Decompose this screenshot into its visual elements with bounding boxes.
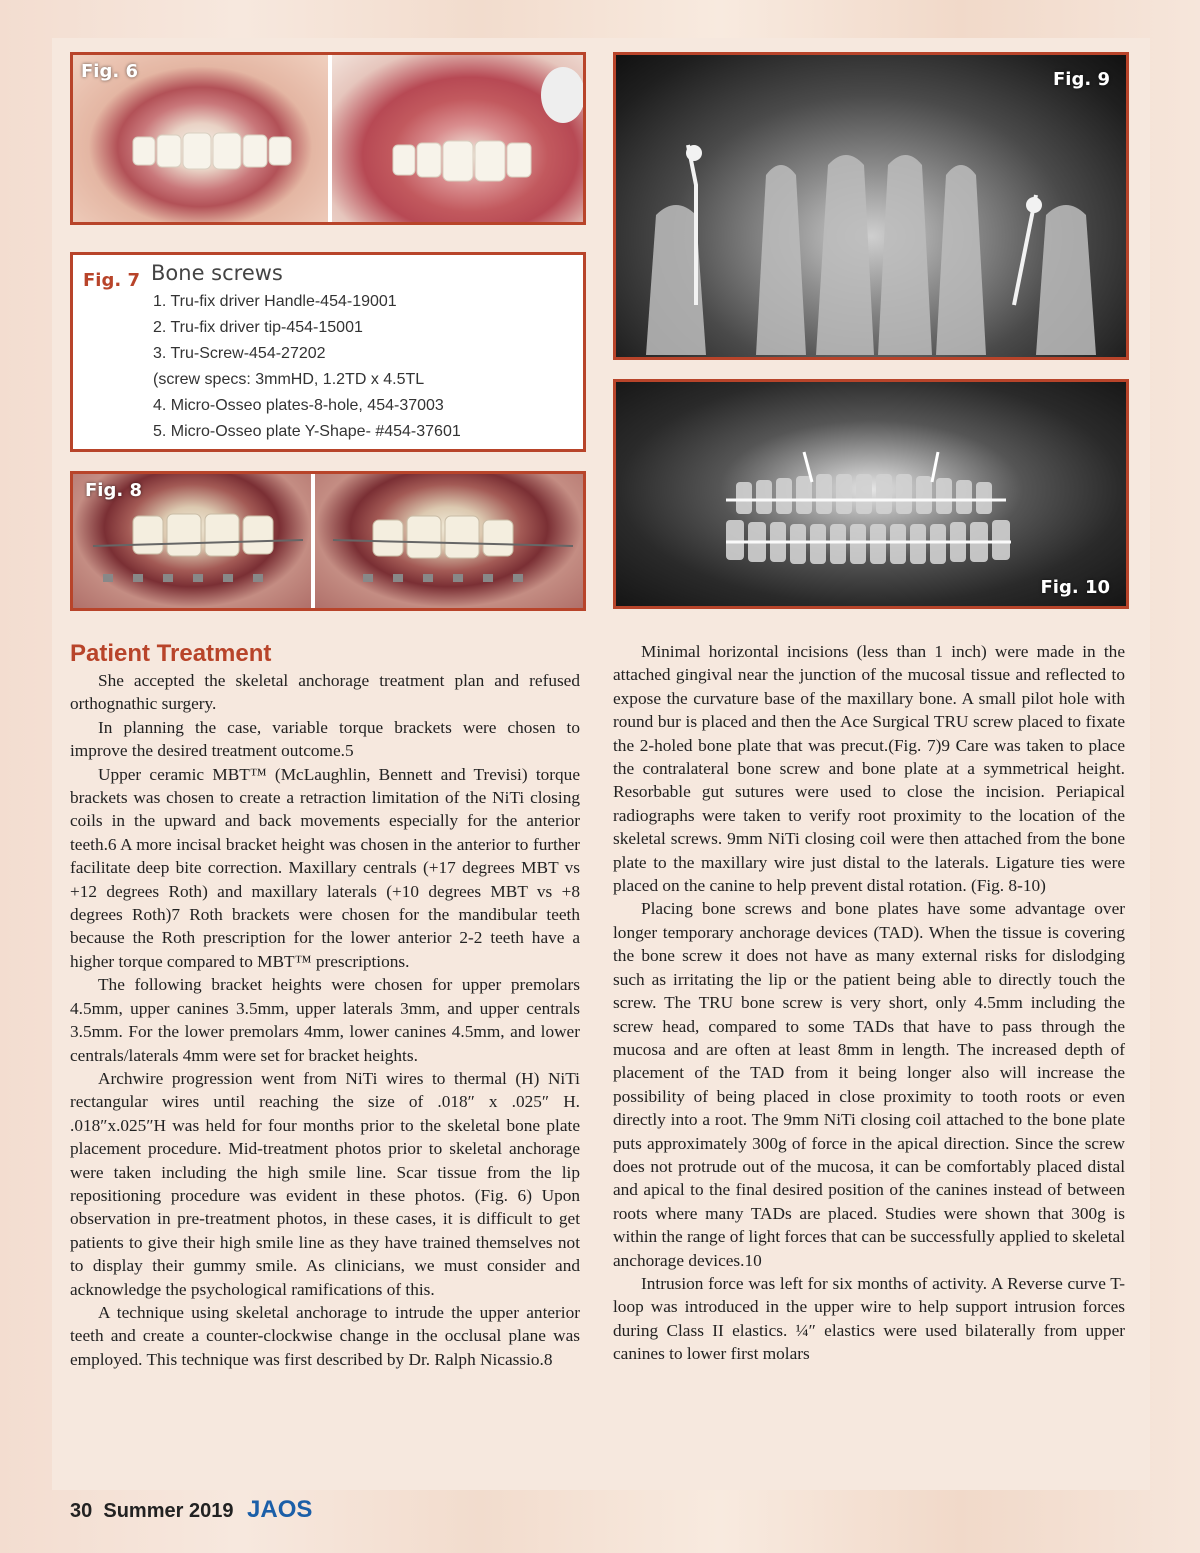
paragraph: Intrusion force was left for six months of activity. A Reverse curve T-loop was introduced in the upper wire to help support intrusion forces during Class II elastics. ¼″ elastics were used bilaterally from upper canines to lower first molars <box>613 1273 1125 1364</box>
figure-9-label: Fig. 9 <box>1053 69 1110 90</box>
journal-page <box>52 38 1150 1523</box>
figure-7-label: Fig. 7 <box>83 270 140 291</box>
bone-screw-item: 4. Micro-Osseo plates-8-hole, 454-37003 <box>153 397 444 414</box>
page-footer <box>70 1496 312 1524</box>
right-column <box>613 640 1125 1366</box>
bone-screw-item: 1. Tru-fix driver Handle-454-19001 <box>153 293 397 310</box>
paragraph: Placing bone screws and bone plates have some advantage over longer temporary anchorage devices (TAD). When the tissue is covering the bone screw it does not have as many external risks for dislodging such as irritating the lip or the patient being able to directly touch the screw. The TRU bone screw is very short, only 4.5mm including the screw head, compared to some TADs that have to pass through the mucosa and are often at least 8mm in length. The increased depth of placement of the TAD from it being longer also will increase the possibility of being placed in close proximity to tooth roots or even directly into a root. The 9mm NiTi closing coil attached to the bone plate puts approximately 300g of force in the apical direction. Since the screw does not protrude out of the mucosa, it can be comfortably placed distal and apical to the final desired position of the canines instead of between roots where many TADs are placed. Studies were shown that 300g is within the range of light forces that can be successfully applied to skeletal anchorage devices.10 <box>613 899 1125 1270</box>
left-column <box>70 669 580 1371</box>
figure-8-photo <box>70 471 586 611</box>
bone-screws-title: Bone screws <box>151 261 283 285</box>
paragraph: Archwire progression went from NiTi wires to thermal (H) NiTi rectangular wires until reaching the size of .018″ x .025″ H. .018″x.025″H was held for four months prior to the skeletal bone plate placement procedure. Mid-treatment photos prior to skeletal anchorage were taken including the high smile line. Scar tissue from the lip repositioning procedure was evident in these photos. (Fig. 6) Upon observation in pre-treatment photos, in these cases, it is difficult to get patients to give their high smile line as they have trained themselves not to display their gummy smile. As clinicians, we must consider and acknowledge the psychological ramifications of this. <box>70 1068 580 1299</box>
panoramic-xray-illustration <box>616 382 1126 606</box>
figure-9-radiograph <box>613 52 1129 360</box>
journal-name: JAOS <box>247 1496 313 1523</box>
figure-6-label: Fig. 6 <box>81 61 138 82</box>
paragraph: She accepted the skeletal anchorage treatment plan and refused orthognathic surgery. <box>70 671 580 714</box>
periapical-xray-illustration <box>616 55 1126 357</box>
page-number: 30 <box>70 1500 93 1522</box>
paragraph: The following bracket heights were chosen for upper premolars 4.5mm, upper canines 3.5mm, upper laterals 3mm, and upper centrals 3.5mm. For the lower premolars 4mm, lower canines 4.5mm, and lower centrals/laterals 4mm were set for bracket heights. <box>70 975 580 1065</box>
paragraph: Upper ceramic MBT™ (McLaughlin, Bennett and Trevisi) torque brackets was chosen to create a retraction limitation of the NiTi closing coils in the upward and back movements especially for the anterior teeth.6 A more incisal bracket height was chosen in the anterior to further facilitate deep bite correction. Maxillary centrals (+17 degrees MBT vs +12 degrees Roth) and maxillary laterals (+10 degrees MBT vs +8 degrees Roth)7 Roth brackets were chosen for the mandibular teeth because the Roth prescription for the lower anterior 2-2 teeth have a higher torque compared to MBT™ prescriptions. <box>70 764 580 971</box>
teeth-illustration <box>73 55 583 222</box>
bone-screw-item: 2. Tru-fix driver tip-454-15001 <box>153 319 363 336</box>
figure-8-label: Fig. 8 <box>85 480 142 501</box>
paragraph: A technique using skeletal anchorage to intrude the upper anterior teeth and create a counter-clockwise change in the occlusal plane was employed. This technique was first described by Dr. Ralph Nicassio.8 <box>70 1302 580 1369</box>
paragraph: Minimal horizontal incisions (less than 1 inch) were made in the attached gingival near the junction of the mucosal tissue and reflected to expose the curvature base of the maxillary bone. A small pilot hole with round bur is placed and then the Ace Surgical TRU screw placed to fixate the 2-holed bone plate that was precut.(Fig. 7)9 Care was taken to place the contralateral bone screw and bone plate at a symmetrical height. Resorbable gut sutures were used to close the incision. Periapical radiographs were taken to verify root proximity to the location of the skeletal screws. 9mm NiTi closing coil were then attached from the bone plate to the maxillary wire just distal to the laterals. Ligature ties were placed on the canine to help prevent distal rotation. (Fig. 8-10) <box>613 642 1125 896</box>
figure-6-photo <box>70 52 586 225</box>
figure-10-label: Fig. 10 <box>1040 577 1110 598</box>
bone-screw-item: 5. Micro-Osseo plate Y-Shape- #454-37601 <box>153 423 461 440</box>
section-heading: Patient Treatment <box>70 640 272 667</box>
issue-date: Summer 2019 <box>103 1500 234 1522</box>
braces-illustration <box>73 474 583 608</box>
figure-10-panoramic <box>613 379 1129 609</box>
figure-7-box <box>70 252 586 452</box>
paragraph: In planning the case, variable torque brackets were chosen to improve the desired treatment outcome.5 <box>70 717 580 761</box>
glove-shape <box>541 67 583 123</box>
bone-screw-item: (screw specs: 3mmHD, 1.2TD x 4.5TL <box>153 371 425 388</box>
bone-screw-item: 3. Tru-Screw-454-27202 <box>153 345 326 362</box>
